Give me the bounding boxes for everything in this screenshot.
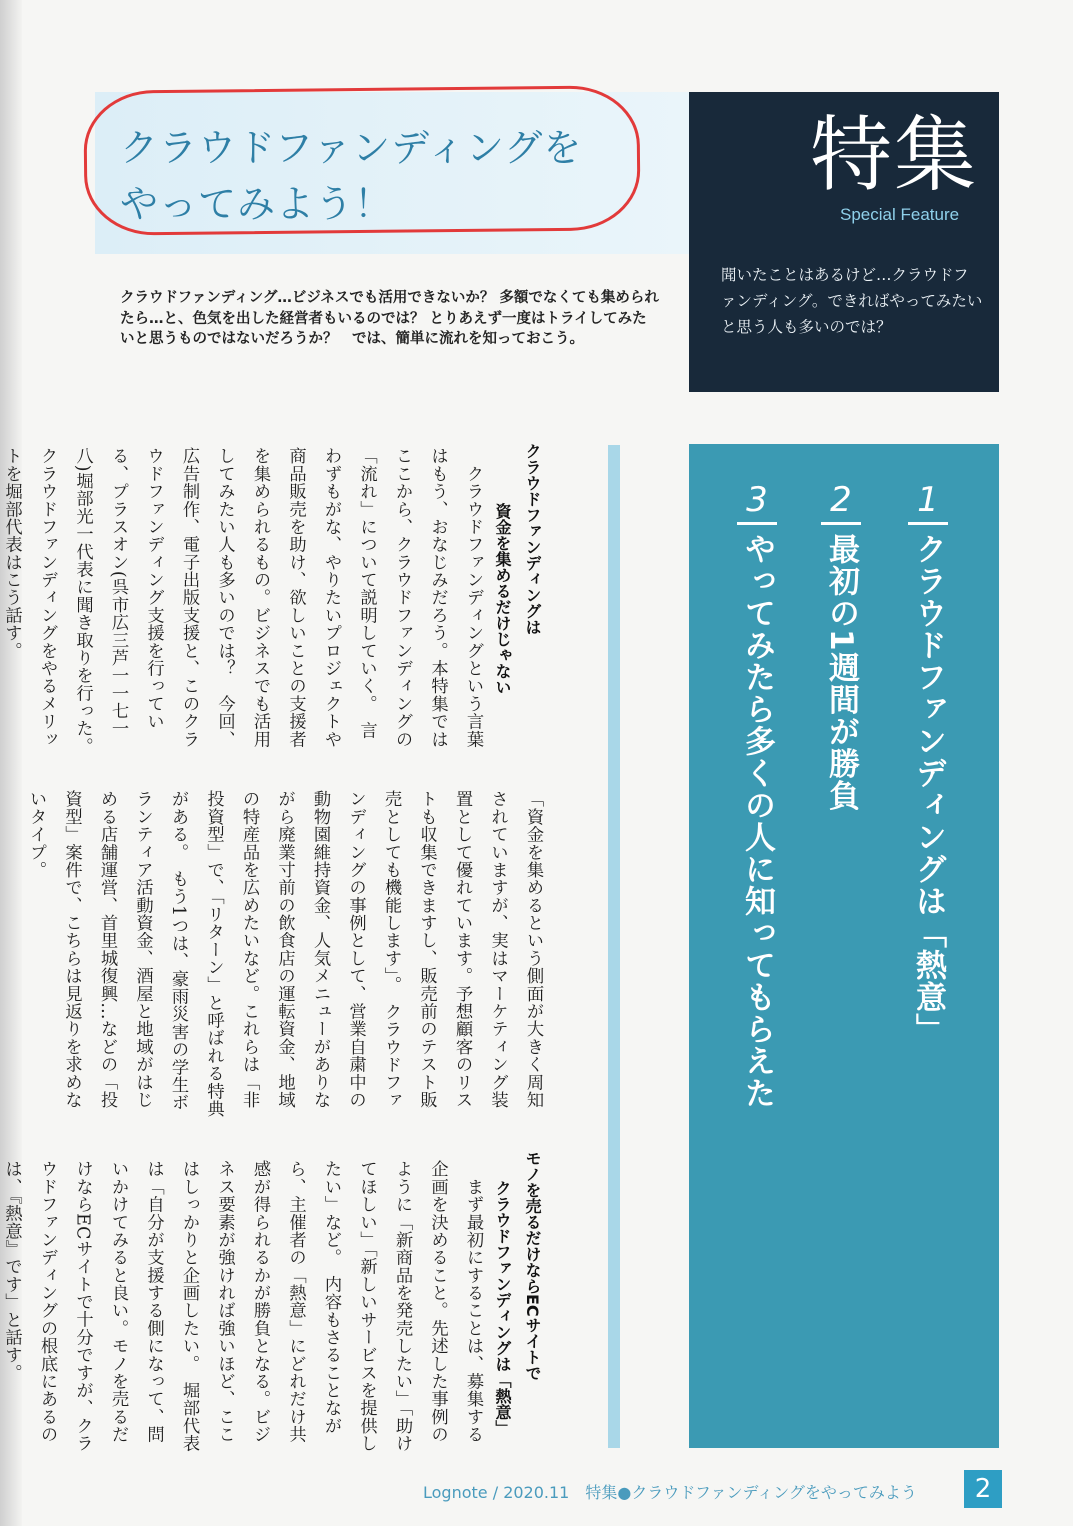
point-3-text: やってみたら多くの人に知ってもらえた [739, 533, 775, 1109]
feature-intro: 聞いたことはあるけど…クラウドファンディング。できればやってみたいと思う人も多いのでは？ [721, 266, 983, 336]
feature-label: 特集 [810, 108, 979, 203]
accent-bar [608, 445, 620, 1448]
title-line-2: やってみよう！ [120, 182, 394, 226]
lead-paragraph: クラウドファンディング…ビジネスでも活用できないか？ 多額でなくても集められたら…と、色気を出した経営者もいるのでは？ とりあえず一度はトライしてみたいと思うものではないだろうか？ では、簡単に流れを知っておこう。 [120, 290, 659, 347]
section-1-heading-line-2: 資金を集めるだけじゃない [493, 503, 512, 695]
section-3-heading [487, 1150, 547, 1450]
section-3-heading-line-1: モノを売るだけならECサイトで [523, 1150, 542, 1381]
section-3-heading-line-2: クラウドファンディングは「熱意」 [493, 1180, 512, 1436]
section-1-body: クラウドファンディングという言葉はもう、おなじみだろう。本特集ではここから、クラウドファンディングの「流れ」について説明していく。 言わずもがな、やりたいプロジェクトや商品販売を助け、欲しいことの支援者を集められるもの。ビジネスでも活用してみたい人も多いのでは？ 今回、広告制作、電子出版支援と、このクラウドファンディング支援を行っている、プラスオン(呉市広三芦一一七一八)堀部光一代表に聞き取りを行った。 クラウドファンディングをやるメリットを堀部代表はこう話す。 [1, 447, 483, 764]
point-3 [731, 480, 783, 1109]
point-3-number: 3 [746, 480, 768, 520]
feature-label-english: Special Feature [840, 205, 960, 224]
point-2-underline [821, 522, 861, 525]
section-1-heading-line-1: クラウドファンディングは [523, 443, 542, 635]
section-1-heading [487, 443, 547, 743]
page-number: 2 [964, 1470, 1002, 1508]
section-2-body: 「資金を集めるという側面が大きく周知されていますが、実はマーケティング装置として優れています。予想顧客のリストも収集できますし、販売前のテスト販売としても機能します」。 クラウドファンディングの事例として、営業自粛中の動物園維持資金、人気メニューがありながら廃業寸前の飲食店の運転資金、地域の特産品を広めたいなど。これらは「非投資型」で、「リターン」と呼ばれる特典がある。 もう1つは、豪雨災害の学生ボランティア活動資金、酒屋と地域がはじめる店舗運営、首里城復興…などの「投資型」案件で、こちらは見返りを求めないタイプ。 [26, 790, 543, 1118]
point-1 [902, 480, 954, 1045]
red-marker-circle [83, 85, 640, 236]
section-3-body: まず最初にすることは、募集する企画を決めること。先述した事例のように「新商品を発売したい」「助けてほしい」「新しいサービスを提供したい」など。 内容もさることながら、主催者の「熱意」にどれだけ共感が得られるかが勝負となる。ビジネス要素が強ければ強いほど、ここはしっかりと企画したい。 堀部代表は「自分が支援する側になって、問いかけてみると良い。モノを売るだけならECサイトで十分ですが、クラウドファンディングの根底にあるのは、『熱意』です」と話す。 [1, 1160, 483, 1453]
point-2 [815, 480, 867, 812]
point-1-number: 1 [917, 480, 939, 520]
point-2-text: 最初の1週間が勝負 [823, 533, 859, 812]
point-1-text: クラウドファンディングは「熱意」 [910, 533, 946, 1045]
point-1-underline [908, 522, 948, 525]
title-line-1: クラウドファンディングを [120, 126, 583, 170]
point-2-number: 2 [830, 480, 852, 520]
footer-running-title: Lognote / 2020.11 特集●クラウドファンディングをやってみよう [423, 1483, 917, 1502]
point-3-underline [737, 522, 777, 525]
